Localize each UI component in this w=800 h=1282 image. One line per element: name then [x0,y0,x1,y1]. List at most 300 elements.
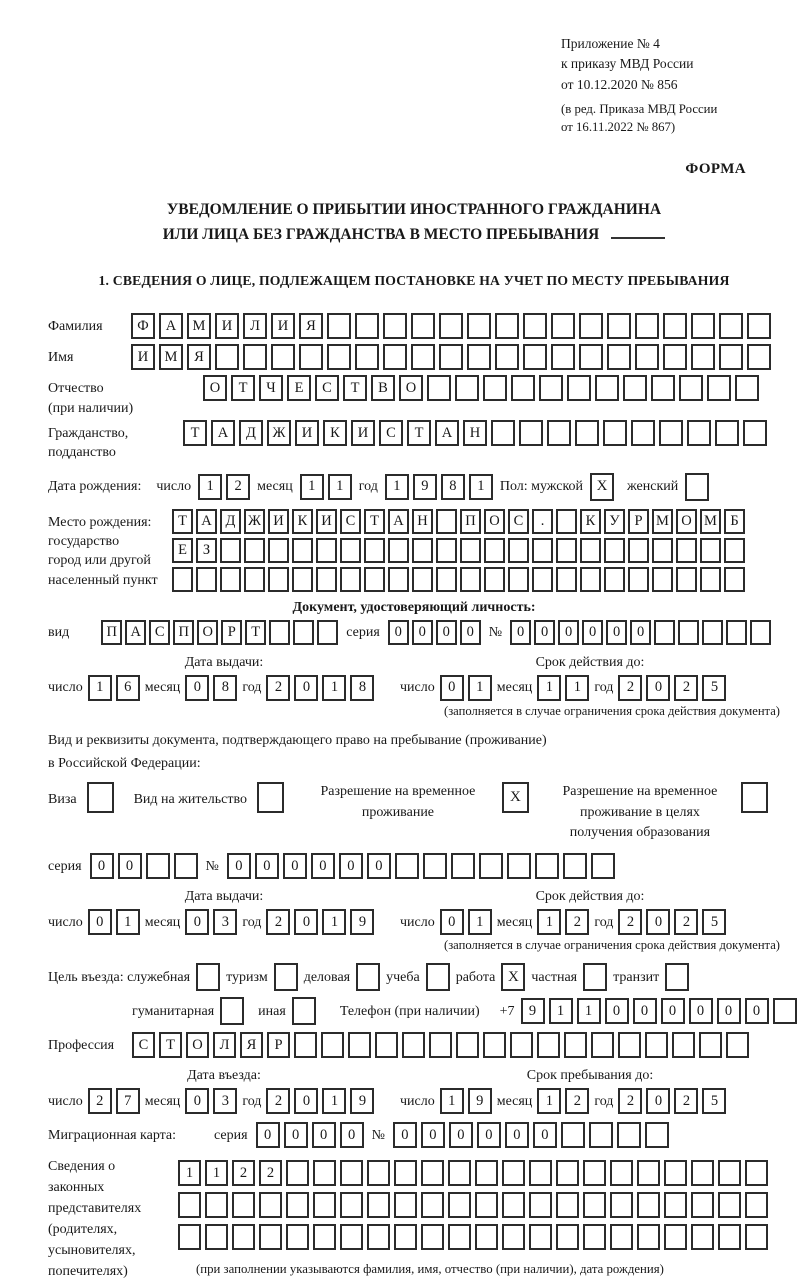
char-cell[interactable] [567,375,591,401]
char-cell[interactable]: 0 [283,853,307,879]
char-cell[interactable]: Я [240,1032,263,1058]
char-cell[interactable]: 2 [618,909,642,935]
char-cell[interactable]: 1 [537,675,561,701]
char-cell[interactable]: 8 [213,675,237,701]
char-cell[interactable]: 1 [328,474,352,500]
char-cell[interactable]: 3 [213,909,237,935]
char-cell[interactable]: 0 [340,1122,364,1148]
char-cell[interactable]: Е [172,538,193,563]
char-cell[interactable]: 2 [618,675,642,701]
char-cell[interactable] [563,853,587,879]
temp-permit-checkbox[interactable]: X [502,782,529,813]
char-cell[interactable]: В [371,375,395,401]
char-cell[interactable] [652,538,673,563]
char-cell[interactable] [718,1192,741,1218]
char-cell[interactable] [631,420,655,446]
char-cell[interactable]: И [271,313,295,339]
purpose-humanitarian-checkbox[interactable] [220,997,244,1025]
char-cell[interactable] [205,1192,228,1218]
char-cell[interactable]: Д [239,420,263,446]
char-cell[interactable]: М [187,313,211,339]
char-cell[interactable] [271,344,295,370]
char-cell[interactable] [313,1192,336,1218]
char-cell[interactable]: 2 [226,474,250,500]
char-cell[interactable] [659,420,683,446]
char-cell[interactable] [591,1032,614,1058]
char-cell[interactable]: 0 [558,620,579,645]
char-cell[interactable] [535,853,559,879]
char-cell[interactable] [244,538,265,563]
char-cell[interactable]: П [101,620,122,645]
char-cell[interactable] [664,1224,687,1250]
char-cell[interactable]: Н [412,509,433,534]
char-cell[interactable] [448,1192,471,1218]
char-cell[interactable] [475,1192,498,1218]
char-cell[interactable]: 0 [646,1088,670,1114]
char-cell[interactable]: 0 [312,1122,336,1148]
char-cell[interactable]: 9 [350,1088,374,1114]
char-cell[interactable] [678,620,699,645]
char-cell[interactable] [726,620,747,645]
char-cell[interactable]: А [196,509,217,534]
char-cell[interactable] [421,1160,444,1186]
char-cell[interactable]: 2 [674,909,698,935]
char-cell[interactable]: . [532,509,553,534]
char-cell[interactable] [456,1032,479,1058]
char-cell[interactable] [205,1224,228,1250]
char-cell[interactable] [604,538,625,563]
char-cell[interactable] [174,853,198,879]
char-cell[interactable]: 0 [255,853,279,879]
char-cell[interactable]: Е [287,375,311,401]
char-cell[interactable]: О [186,1032,209,1058]
char-cell[interactable] [580,538,601,563]
char-cell[interactable]: 2 [565,1088,589,1114]
char-cell[interactable] [244,567,265,592]
char-cell[interactable]: Н [463,420,487,446]
char-cell[interactable] [327,344,351,370]
char-cell[interactable]: С [340,509,361,534]
char-cell[interactable]: 0 [630,620,651,645]
char-cell[interactable]: О [399,375,423,401]
char-cell[interactable]: М [700,509,721,534]
char-cell[interactable]: Д [220,509,241,534]
char-cell[interactable]: 5 [702,1088,726,1114]
char-cell[interactable]: 0 [367,853,391,879]
char-cell[interactable]: 2 [674,1088,698,1114]
char-cell[interactable]: А [211,420,235,446]
char-cell[interactable] [700,538,721,563]
purpose-tourism-checkbox[interactable] [274,963,298,991]
char-cell[interactable]: 0 [294,675,318,701]
char-cell[interactable] [215,344,239,370]
char-cell[interactable] [388,538,409,563]
char-cell[interactable]: Т [231,375,255,401]
char-cell[interactable]: Я [299,313,323,339]
char-cell[interactable]: М [652,509,673,534]
char-cell[interactable] [676,567,697,592]
char-cell[interactable] [745,1224,768,1250]
char-cell[interactable] [421,1192,444,1218]
char-cell[interactable] [735,375,759,401]
char-cell[interactable]: С [132,1032,155,1058]
char-cell[interactable]: 0 [745,998,769,1024]
char-cell[interactable] [355,344,379,370]
char-cell[interactable] [702,620,723,645]
char-cell[interactable]: 0 [227,853,251,879]
char-cell[interactable] [707,375,731,401]
char-cell[interactable]: 1 [468,675,492,701]
char-cell[interactable]: И [316,509,337,534]
char-cell[interactable] [460,567,481,592]
char-cell[interactable]: 0 [436,620,457,645]
char-cell[interactable] [719,313,743,339]
char-cell[interactable] [663,344,687,370]
char-cell[interactable] [637,1192,660,1218]
char-cell[interactable]: У [604,509,625,534]
char-cell[interactable]: А [159,313,183,339]
char-cell[interactable] [556,1192,579,1218]
char-cell[interactable]: Ж [244,509,265,534]
char-cell[interactable] [604,567,625,592]
char-cell[interactable] [383,344,407,370]
char-cell[interactable]: 0 [412,620,433,645]
char-cell[interactable] [495,344,519,370]
char-cell[interactable]: И [215,313,239,339]
char-cell[interactable] [637,1160,660,1186]
char-cell[interactable]: П [460,509,481,534]
char-cell[interactable]: С [379,420,403,446]
char-cell[interactable] [436,509,457,534]
char-cell[interactable]: 1 [469,474,493,500]
char-cell[interactable]: 0 [90,853,114,879]
char-cell[interactable] [479,853,503,879]
char-cell[interactable] [286,1192,309,1218]
char-cell[interactable]: С [315,375,339,401]
char-cell[interactable] [394,1160,417,1186]
char-cell[interactable]: 2 [674,675,698,701]
char-cell[interactable] [467,344,491,370]
char-cell[interactable] [645,1122,669,1148]
char-cell[interactable] [575,420,599,446]
char-cell[interactable] [502,1224,525,1250]
char-cell[interactable] [691,344,715,370]
char-cell[interactable] [663,313,687,339]
char-cell[interactable]: 0 [477,1122,501,1148]
char-cell[interactable] [178,1192,201,1218]
char-cell[interactable] [595,375,619,401]
sex-female-checkbox[interactable] [685,473,709,501]
char-cell[interactable]: Р [221,620,242,645]
char-cell[interactable] [367,1224,390,1250]
char-cell[interactable] [589,1122,613,1148]
char-cell[interactable]: 5 [702,909,726,935]
char-cell[interactable] [610,1160,633,1186]
char-cell[interactable] [321,1032,344,1058]
char-cell[interactable]: 0 [311,853,335,879]
char-cell[interactable]: 0 [185,1088,209,1114]
char-cell[interactable] [539,375,563,401]
char-cell[interactable]: 0 [646,909,670,935]
char-cell[interactable]: К [292,509,313,534]
char-cell[interactable] [635,344,659,370]
char-cell[interactable]: 0 [256,1122,280,1148]
char-cell[interactable] [607,313,631,339]
char-cell[interactable] [551,344,575,370]
char-cell[interactable]: 9 [468,1088,492,1114]
char-cell[interactable]: О [484,509,505,534]
char-cell[interactable]: Т [343,375,367,401]
char-cell[interactable] [484,538,505,563]
char-cell[interactable] [628,567,649,592]
purpose-study-checkbox[interactable] [426,963,450,991]
char-cell[interactable] [724,567,745,592]
char-cell[interactable]: О [203,375,227,401]
char-cell[interactable] [268,538,289,563]
purpose-transit-checkbox[interactable] [665,963,689,991]
char-cell[interactable] [529,1160,552,1186]
char-cell[interactable]: Р [267,1032,290,1058]
char-cell[interactable]: Т [364,509,385,534]
char-cell[interactable] [259,1224,282,1250]
char-cell[interactable]: 0 [582,620,603,645]
char-cell[interactable] [220,567,241,592]
char-cell[interactable] [340,567,361,592]
char-cell[interactable]: 2 [232,1160,255,1186]
char-cell[interactable] [364,567,385,592]
char-cell[interactable] [623,375,647,401]
char-cell[interactable]: 0 [393,1122,417,1148]
char-cell[interactable] [316,567,337,592]
char-cell[interactable] [436,567,457,592]
char-cell[interactable]: 1 [537,909,561,935]
char-cell[interactable]: П [173,620,194,645]
char-cell[interactable]: 2 [266,675,290,701]
char-cell[interactable] [196,567,217,592]
char-cell[interactable]: 0 [118,853,142,879]
char-cell[interactable] [340,538,361,563]
char-cell[interactable] [532,538,553,563]
char-cell[interactable] [313,1224,336,1250]
char-cell[interactable]: 0 [633,998,657,1024]
char-cell[interactable]: 2 [565,909,589,935]
char-cell[interactable] [699,1032,722,1058]
char-cell[interactable]: Т [183,420,207,446]
char-cell[interactable] [423,853,447,879]
char-cell[interactable] [316,538,337,563]
char-cell[interactable] [243,344,267,370]
char-cell[interactable] [726,1032,749,1058]
char-cell[interactable] [475,1160,498,1186]
char-cell[interactable] [603,420,627,446]
char-cell[interactable]: С [149,620,170,645]
char-cell[interactable] [672,1032,695,1058]
char-cell[interactable] [232,1192,255,1218]
char-cell[interactable]: Б [724,509,745,534]
char-cell[interactable] [340,1192,363,1218]
char-cell[interactable] [523,313,547,339]
char-cell[interactable]: 7 [116,1088,140,1114]
char-cell[interactable]: 0 [533,1122,557,1148]
char-cell[interactable] [293,620,314,645]
char-cell[interactable] [652,567,673,592]
char-cell[interactable]: 0 [421,1122,445,1148]
char-cell[interactable] [495,313,519,339]
char-cell[interactable] [411,313,435,339]
char-cell[interactable]: А [125,620,146,645]
char-cell[interactable] [475,1224,498,1250]
char-cell[interactable] [421,1224,444,1250]
char-cell[interactable] [745,1192,768,1218]
char-cell[interactable]: 0 [661,998,685,1024]
char-cell[interactable] [556,509,577,534]
char-cell[interactable]: 1 [322,675,346,701]
char-cell[interactable] [561,1122,585,1148]
char-cell[interactable]: 1 [116,909,140,935]
char-cell[interactable]: 0 [185,675,209,701]
char-cell[interactable]: И [351,420,375,446]
char-cell[interactable]: С [508,509,529,534]
char-cell[interactable] [317,620,338,645]
char-cell[interactable] [551,313,575,339]
char-cell[interactable] [388,567,409,592]
char-cell[interactable] [220,538,241,563]
char-cell[interactable] [402,1032,425,1058]
char-cell[interactable]: 0 [185,909,209,935]
char-cell[interactable]: 0 [689,998,713,1024]
char-cell[interactable]: А [388,509,409,534]
char-cell[interactable]: Я [187,344,211,370]
char-cell[interactable]: Л [213,1032,236,1058]
char-cell[interactable]: 0 [339,853,363,879]
char-cell[interactable] [747,313,771,339]
char-cell[interactable] [502,1160,525,1186]
char-cell[interactable] [286,1224,309,1250]
char-cell[interactable]: 0 [505,1122,529,1148]
char-cell[interactable] [439,313,463,339]
char-cell[interactable] [460,538,481,563]
char-cell[interactable]: 2 [618,1088,642,1114]
char-cell[interactable] [617,1122,641,1148]
char-cell[interactable] [269,620,290,645]
char-cell[interactable] [286,1160,309,1186]
char-cell[interactable] [564,1032,587,1058]
char-cell[interactable]: 1 [322,1088,346,1114]
char-cell[interactable] [483,375,507,401]
char-cell[interactable]: Р [628,509,649,534]
char-cell[interactable]: И [295,420,319,446]
char-cell[interactable] [340,1160,363,1186]
char-cell[interactable]: 0 [440,909,464,935]
char-cell[interactable] [292,538,313,563]
char-cell[interactable] [448,1160,471,1186]
char-cell[interactable]: 1 [537,1088,561,1114]
char-cell[interactable]: О [676,509,697,534]
char-cell[interactable]: Т [245,620,266,645]
char-cell[interactable] [375,1032,398,1058]
char-cell[interactable]: 0 [460,620,481,645]
char-cell[interactable]: 0 [294,909,318,935]
purpose-work-checkbox[interactable]: X [501,963,525,991]
char-cell[interactable]: 0 [449,1122,473,1148]
char-cell[interactable] [664,1160,687,1186]
purpose-other-checkbox[interactable] [292,997,316,1025]
char-cell[interactable] [635,313,659,339]
char-cell[interactable] [691,313,715,339]
char-cell[interactable]: И [268,509,289,534]
char-cell[interactable]: 2 [88,1088,112,1114]
char-cell[interactable] [556,538,577,563]
char-cell[interactable]: Т [159,1032,182,1058]
char-cell[interactable] [743,420,767,446]
char-cell[interactable] [687,420,711,446]
char-cell[interactable] [691,1224,714,1250]
char-cell[interactable] [676,538,697,563]
char-cell[interactable] [583,1160,606,1186]
char-cell[interactable] [724,538,745,563]
char-cell[interactable]: 0 [717,998,741,1024]
char-cell[interactable] [610,1192,633,1218]
char-cell[interactable] [383,313,407,339]
char-cell[interactable]: 0 [605,998,629,1024]
char-cell[interactable]: Л [243,313,267,339]
char-cell[interactable]: 1 [178,1160,201,1186]
char-cell[interactable] [664,1192,687,1218]
char-cell[interactable] [467,313,491,339]
char-cell[interactable] [146,853,170,879]
char-cell[interactable] [412,567,433,592]
char-cell[interactable] [583,1224,606,1250]
edu-permit-checkbox[interactable] [741,782,768,813]
char-cell[interactable]: 3 [213,1088,237,1114]
char-cell[interactable] [395,853,419,879]
char-cell[interactable] [637,1224,660,1250]
char-cell[interactable] [394,1192,417,1218]
char-cell[interactable] [451,853,475,879]
char-cell[interactable] [691,1160,714,1186]
char-cell[interactable] [718,1224,741,1250]
char-cell[interactable] [519,420,543,446]
char-cell[interactable] [340,1224,363,1250]
char-cell[interactable] [679,375,703,401]
char-cell[interactable] [436,538,457,563]
char-cell[interactable] [429,1032,452,1058]
char-cell[interactable] [232,1224,255,1250]
char-cell[interactable]: 9 [350,909,374,935]
char-cell[interactable]: З [196,538,217,563]
char-cell[interactable] [259,1192,282,1218]
char-cell[interactable]: А [435,420,459,446]
char-cell[interactable] [579,344,603,370]
char-cell[interactable]: 1 [385,474,409,500]
purpose-official-checkbox[interactable] [196,963,220,991]
char-cell[interactable]: 1 [549,998,573,1024]
char-cell[interactable]: 2 [259,1160,282,1186]
char-cell[interactable]: О [197,620,218,645]
char-cell[interactable] [750,620,771,645]
char-cell[interactable] [715,420,739,446]
char-cell[interactable]: 5 [702,675,726,701]
char-cell[interactable]: 1 [88,675,112,701]
char-cell[interactable] [718,1160,741,1186]
char-cell[interactable]: 1 [468,909,492,935]
char-cell[interactable]: И [131,344,155,370]
char-cell[interactable] [367,1192,390,1218]
char-cell[interactable] [773,998,797,1024]
char-cell[interactable] [628,538,649,563]
char-cell[interactable] [700,567,721,592]
char-cell[interactable]: 1 [322,909,346,935]
